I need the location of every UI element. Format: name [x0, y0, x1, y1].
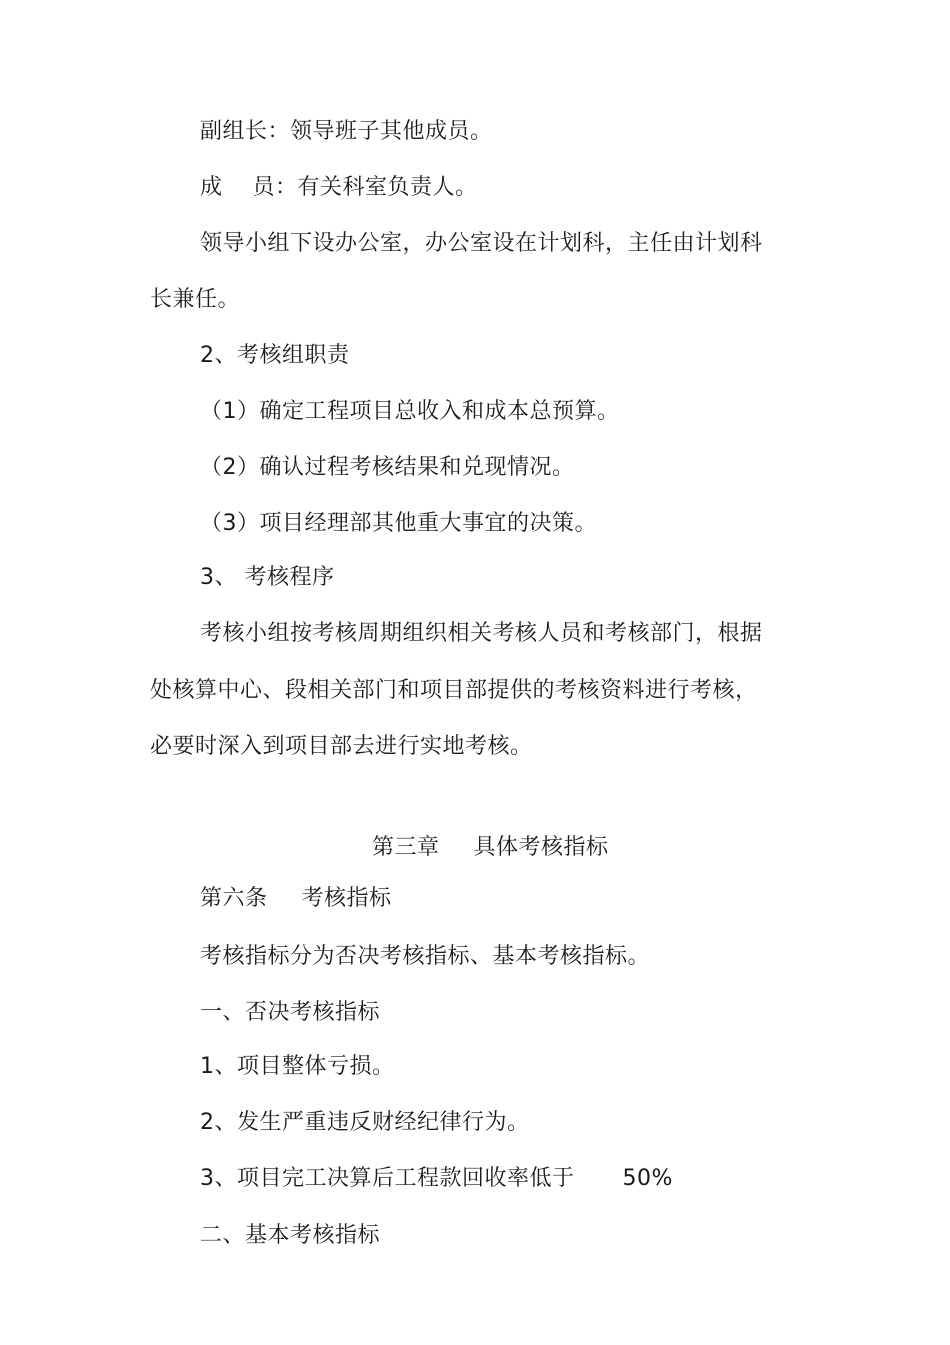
chapter-number: 第三章 [372, 835, 440, 860]
chapter-title: 具体考核指标 [473, 835, 609, 860]
duty-item-1: （1）确定工程项目总收入和成本总预算。 [200, 399, 620, 424]
members-label: 成 [200, 175, 223, 200]
duty-item-3: （3）项目经理部其他重大事宜的决策。 [200, 511, 597, 536]
procedure-line-1: 考核小组按考核周期组织相关考核人员和考核部门，根据 [200, 621, 763, 646]
veto-item-3-text: 3、项目完工决算后工程款回收率低于 [200, 1166, 575, 1191]
duty-heading: 2、考核组职责 [200, 343, 350, 368]
article-title: 考核指标 [301, 886, 392, 911]
duty-item-2: （2）确认过程考核结果和兑现情况。 [200, 455, 575, 480]
veto-item-1: 1、项目整体亏损。 [200, 1054, 395, 1079]
basic-heading: 二、基本考核指标 [200, 1223, 381, 1248]
procedure-line-3: 必要时深入到项目部去进行实地考核。 [150, 734, 533, 759]
procedure-heading: 3、 考核程序 [200, 565, 335, 590]
veto-item-3 [200, 1165, 673, 1193]
veto-item-3-value: 50% [622, 1166, 673, 1191]
article-number: 第六条 [200, 886, 268, 911]
chapter-heading [372, 834, 609, 862]
vice-leader-line: 副组长：领导班子其他成员。 [200, 119, 493, 144]
indicator-intro: 考核指标分为否决考核指标、基本考核指标。 [200, 944, 651, 969]
office-line-1: 领导小组下设办公室，办公室设在计划科，主任由计划科 [200, 231, 763, 256]
members-text: 员：有关科室负责人。 [252, 175, 478, 200]
members-line [200, 174, 478, 202]
veto-heading: 一、否决考核指标 [200, 1000, 381, 1025]
veto-item-2: 2、发生严重违反财经纪律行为。 [200, 1110, 530, 1135]
article-heading [200, 885, 392, 913]
procedure-line-2: 处核算中心、段相关部门和项目部提供的考核资料进行考核， [150, 678, 758, 703]
office-line-2: 长兼任。 [150, 287, 241, 312]
